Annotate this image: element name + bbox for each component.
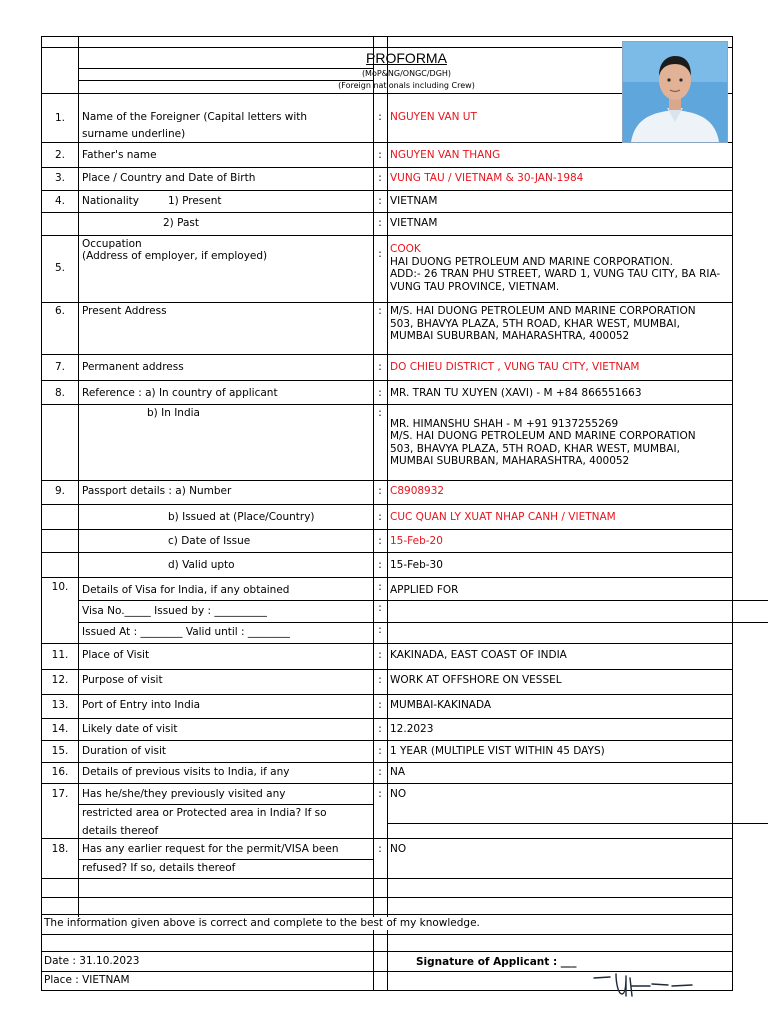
row-line [42,190,732,191]
row-line [42,529,732,530]
colon: : [378,559,382,571]
field-label: Visa No._____ Issued by : __________ [82,605,267,617]
field-number: 9. [54,485,66,497]
colon: : [378,217,382,229]
colon: : [378,674,382,686]
row-line [42,504,732,505]
form-title: PROFORMA [366,50,447,66]
field-number: 8. [54,387,66,399]
likely-date-value: 12.2023 [390,723,434,735]
row-line [42,380,732,381]
colon: : [378,361,382,373]
reference-india-value: MUMBAI SUBURBAN, MAHARASHTRA, 400052 [390,455,630,467]
father-name-value: NGUYEN VAN THANG [390,149,501,161]
colon: : [378,843,382,855]
row-line [42,783,732,784]
field-label: surname underline) [82,128,186,140]
row-line [42,480,732,481]
port-of-entry-value: MUMBAI-KAKINADA [390,699,492,711]
field-label: Nationality [82,195,140,207]
nationality-past-value: VIETNAM [390,217,438,229]
colon: : [378,407,382,419]
reference-india-value: 503, BHAVYA PLAZA, 5TH ROAD, KHAR WEST, MUMBAI, [390,443,680,455]
row-line [42,878,732,879]
field-label: Details of Visa for India, if any obtained [82,584,290,596]
row-line [79,859,373,860]
field-label: Permanent address [82,361,184,373]
field-label: Purpose of visit [82,674,163,686]
colon: : [378,485,382,497]
present-address-value: M/S. HAI DUONG PETROLEUM AND MARINE CORPORATION [390,305,696,317]
field-label: Place of Visit [82,649,150,661]
colon: : [378,248,382,260]
field-number: 15. [51,745,69,757]
colon: : [378,723,382,735]
field-label: Has he/she/they previously visited any [82,788,286,800]
employer-value: VUNG TAU PROVINCE, VIETNAM. [390,281,560,293]
field-number: 1. [54,112,66,124]
signature-label: Signature of Applicant : ___ [416,956,577,968]
field-number: 5. [54,262,66,274]
colon: : [378,195,382,207]
row-line [42,694,732,695]
row-line [42,838,732,839]
field-label: Place / Country and Date of Birth [82,172,256,184]
passport-issue-date-value: 15-Feb-20 [390,535,443,547]
occupation-value: COOK [390,243,421,255]
field-label: Reference : a) In country of applicant [82,387,278,399]
row-line [42,718,732,719]
field-label: Likely date of visit [82,723,178,735]
row-line [42,167,732,168]
row-line [42,212,732,213]
row-line [79,600,768,601]
colon: : [378,535,382,547]
person-photo-icon [623,42,727,142]
colon: : [378,305,382,317]
field-label: Occupation [82,238,142,250]
colon: : [378,172,382,184]
restricted-area-value: NO [390,788,407,800]
passport-valid-upto-value: 15-Feb-30 [390,559,443,571]
passport-number-value: C8908932 [390,485,445,497]
colon: : [378,511,382,523]
field-label: Name of the Foreigner (Capital letters with [82,111,308,123]
permanent-address-value: DO CHIEU DISTRICT , VUNG TAU CITY, VIETNAM [390,361,640,373]
field-label: Passport details : a) Number [82,485,232,497]
colon: : [378,602,382,614]
field-label: Details of previous visits to India, if any [82,766,290,778]
colon: : [378,699,382,711]
field-number: 4. [54,195,66,207]
declaration-text: The information given above is correct and complete to the best of my knowledge. [44,917,480,929]
field-label: refused? If so, details thereof [82,862,236,874]
field-label: b) In India [147,407,200,419]
row-line [42,740,732,741]
field-number: 13. [51,699,69,711]
purpose-of-visit-value: WORK AT OFFSHORE ON VESSEL [390,674,562,686]
field-number: 12. [51,674,69,686]
label-column-divider [373,37,374,990]
colon: : [378,766,382,778]
field-label: d) Valid upto [168,559,235,571]
row-line [42,577,732,578]
field-label: restricted area or Protected area in India? If so [82,807,327,819]
row-line [42,914,732,915]
field-number: 10. [51,581,69,593]
reference-india-value: MR. HIMANSHU SHAH - M +91 9137255269 [390,418,619,430]
field-label: Issued At : ________ Valid until : ________ [82,626,290,638]
field-label: 1) Present [168,195,222,207]
field-number: 14. [51,723,69,735]
colon: : [378,745,382,757]
field-number: 3. [54,172,66,184]
signature-image [580,968,710,1002]
row-line [387,823,768,824]
visa-details-value: APPLIED FOR [390,584,459,596]
colon: : [378,111,382,123]
colon: : [378,387,382,399]
row-line [42,643,732,644]
present-address-value: MUMBAI SUBURBAN, MAHARASHTRA, 400052 [390,330,630,342]
nationality-present-value: VIETNAM [390,195,438,207]
duration-value: 1 YEAR (MULTIPLE VIST WITHIN 45 DAYS) [390,745,605,757]
row-line [42,669,732,670]
field-label: (Address of employer, if employed) [82,250,268,262]
field-number: 17. [51,788,69,800]
field-number: 7. [54,361,66,373]
row-line [42,404,732,405]
present-address-value: 503, BHAVYA PLAZA, 5TH ROAD, KHAR WEST, MUMBAI, [390,318,680,330]
row-line [42,762,732,763]
birth-value: VUNG TAU / VIETNAM & 30-JAN-1984 [390,172,584,184]
field-label: Has any earlier request for the permit/VISA been [82,843,339,855]
colon: : [378,788,382,800]
field-number: 11. [51,649,69,661]
field-label: details thereof [82,825,159,837]
date-text: Date : 31.10.2023 [44,955,140,967]
applicant-photo [622,41,728,143]
place-of-visit-value: KAKINADA, EAST COAST OF INDIA [390,649,567,661]
reference-india-value: M/S. HAI DUONG PETROLEUM AND MARINE CORPORATION [390,430,696,442]
reference-country-value: MR. TRAN TU XUYEN (XAVI) - M +84 866551663 [390,387,642,399]
field-label: Duration of visit [82,745,167,757]
number-column-divider [78,37,79,930]
form-subtitle: (MoP&NG/ONGC/DGH) [361,69,452,78]
row-line [42,302,732,303]
colon: : [378,581,382,593]
colon-column-divider [387,37,388,990]
field-label: Port of Entry into India [82,699,201,711]
field-label: Present Address [82,305,167,317]
colon: : [378,624,382,636]
row-line [42,897,732,898]
earlier-refusal-value: NO [390,843,407,855]
field-number: 2. [54,149,66,161]
row-line [42,951,732,952]
field-label: 2) Past [163,217,199,229]
field-number: 6. [54,305,66,317]
form-note: (Foreign nationals including Crew) [338,81,475,90]
row-line [79,804,373,805]
row-line [42,235,732,236]
field-number: 16. [51,766,69,778]
field-number: 18. [51,843,69,855]
colon: : [378,149,382,161]
row-line [42,552,732,553]
row-line [79,622,768,623]
proforma-form [41,36,733,991]
row-line [42,934,732,935]
row-line [42,354,732,355]
foreigner-name-value: NGUYEN VAN UT [390,111,477,123]
field-label: Father's name [82,149,157,161]
passport-issued-at-value: CUC QUAN LY XUAT NHAP CANH / VIETNAM [390,511,616,523]
field-label: c) Date of Issue [168,535,251,547]
field-label: b) Issued at (Place/Country) [168,511,315,523]
previous-visits-value: NA [390,766,406,778]
colon: : [378,649,382,661]
place-text: Place : VIETNAM [44,974,130,986]
employer-value: HAI DUONG PETROLEUM AND MARINE CORPORATION. [390,256,673,268]
employer-value: ADD:- 26 TRAN PHU STREET, WARD 1, VUNG TAU CITY, BA RIA- [390,268,721,280]
